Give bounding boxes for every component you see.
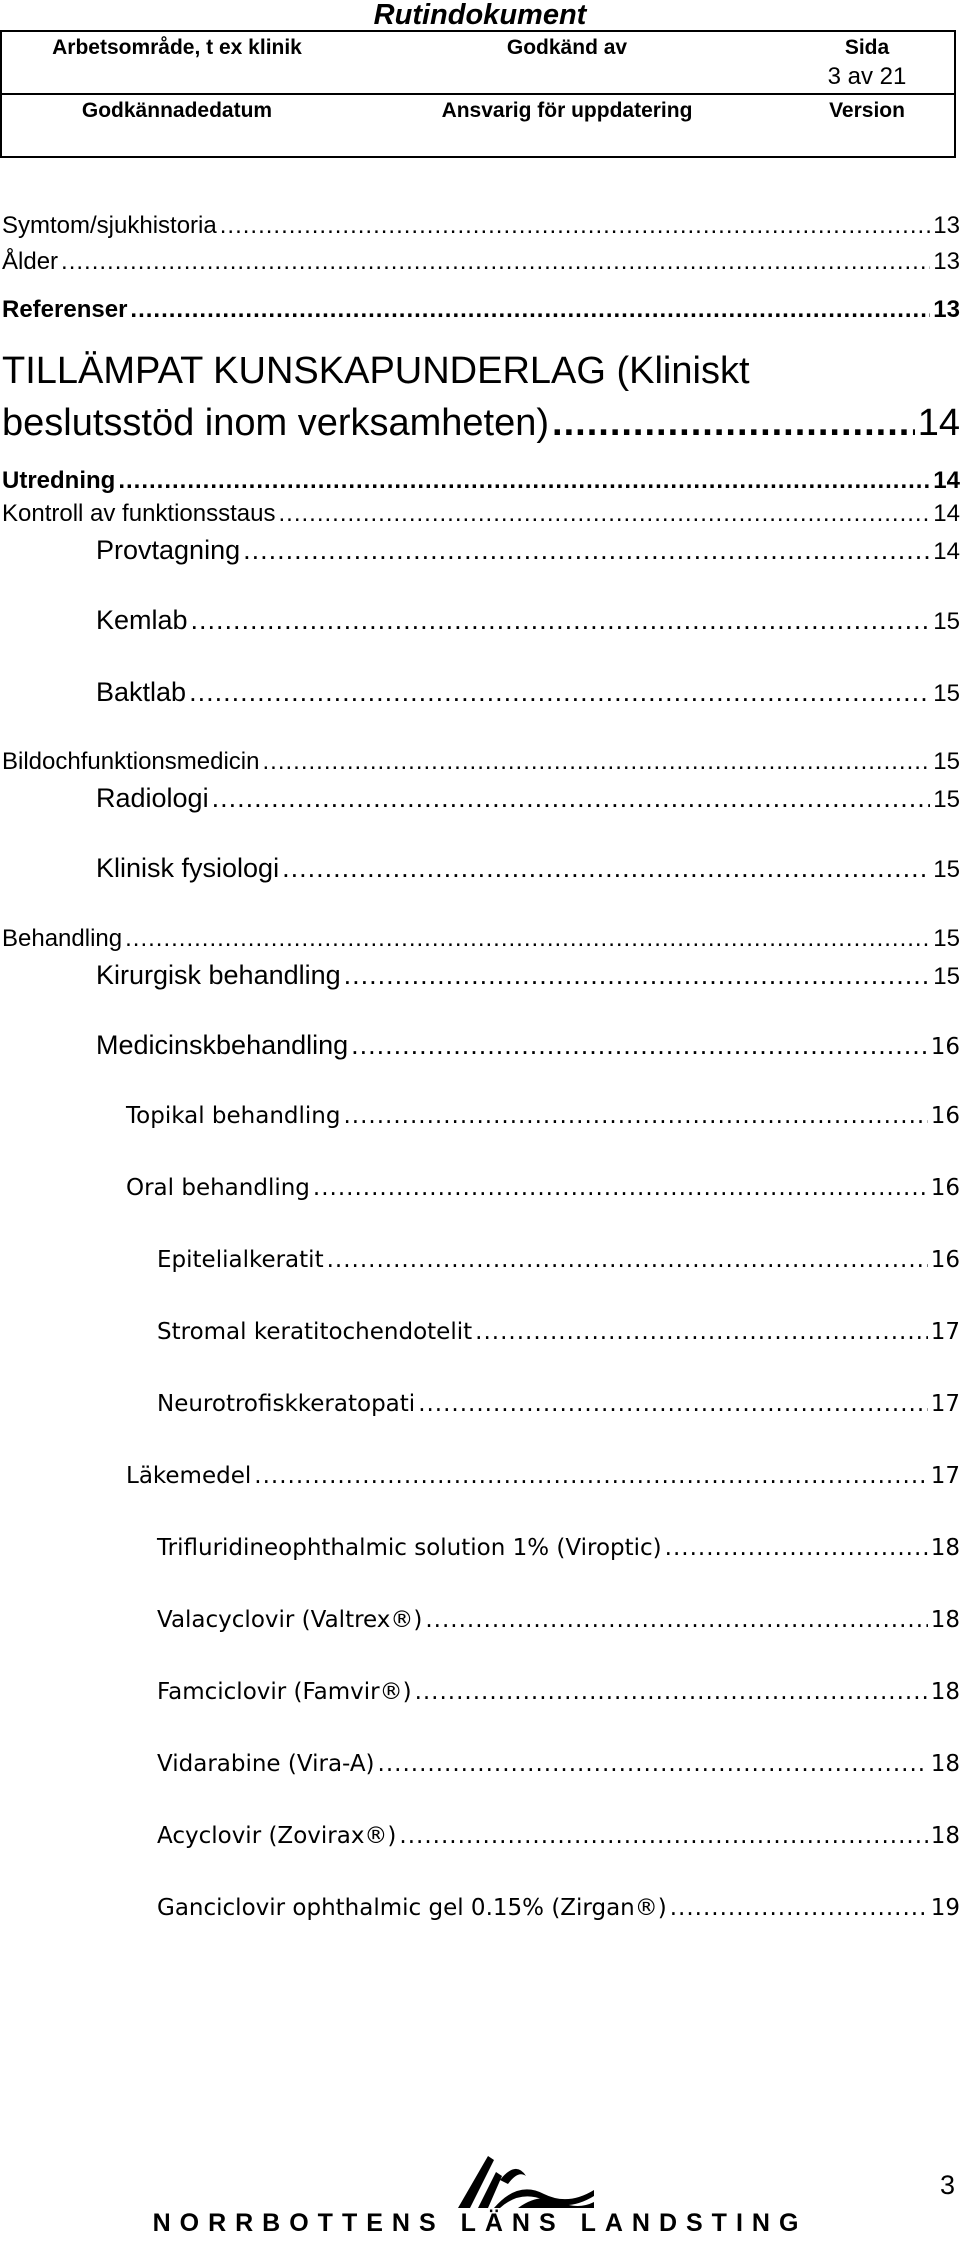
document-title: Rutindokument xyxy=(373,0,587,31)
header-version-label: Version xyxy=(829,99,905,122)
header-update-responsible-label: Ansvarig för uppdatering xyxy=(441,99,693,122)
toc-entry-ganciclovir[interactable]: Ganciclovir ophthalmic gel 0.15% (Zirgan®) ..... 19 xyxy=(157,1895,960,1921)
page-number: 3 xyxy=(940,2170,956,2200)
toc-entry-referenser[interactable]: Referenser ..... 13 xyxy=(2,296,960,324)
toc-entry-trifluridine[interactable]: Trifluridineophthalmic solution 1% (Viroptic) ..... 18 xyxy=(157,1535,960,1561)
toc-entry-valacyclovir[interactable]: Valacyclovir (Valtrex®) ..... 18 xyxy=(157,1607,960,1633)
toc-entry-vidarabine[interactable]: Vidarabine (Vira-A) ..... 18 xyxy=(157,1751,960,1777)
toc-entry-medicinskbehandling[interactable]: Medicinskbehandling ..... 16 xyxy=(96,1030,960,1061)
header-page-label: Sida xyxy=(844,36,890,59)
toc-entry-tillampat-line2[interactable]: beslutsstöd inom verksamheten) ..... 14 xyxy=(2,402,960,445)
toc-entry-tillampat-line1[interactable]: TILLÄMPAT KUNSKAPUNDERLAG (Kliniskt xyxy=(2,350,750,392)
toc-entry-kontroll[interactable]: Kontroll av funktionsstaus ..... 14 xyxy=(2,500,960,528)
toc-entry-symtom[interactable]: Symtom/sjukhistoria ..... 13 xyxy=(2,212,960,240)
toc-entry-stromal-keratit[interactable]: Stromal keratitochendotelit ..... 17 xyxy=(157,1319,960,1345)
toc-entry-alder[interactable]: Ålder ..... 13 xyxy=(2,248,960,276)
toc-entry-topikal-behandling[interactable]: Topikal behandling ..... 16 xyxy=(126,1103,960,1129)
toc-entry-behandling[interactable]: Behandling ..... 15 xyxy=(2,925,960,953)
header-page-value: 3 av 21 xyxy=(827,63,907,90)
document-header-table xyxy=(0,30,956,158)
landsting-logo-icon xyxy=(448,2150,598,2210)
toc-entry-klinisk-fysiologi[interactable]: Klinisk fysiologi ..... 15 xyxy=(96,853,960,884)
toc-entry-provtagning[interactable]: Provtagning ..... 14 xyxy=(96,535,960,566)
header-approved-by-label: Godkänd av xyxy=(506,36,628,59)
toc-entry-lakemedel[interactable]: Läkemedel ..... 17 xyxy=(126,1463,960,1489)
toc-entry-famciclovir[interactable]: Famciclovir (Famvir®) ..... 18 xyxy=(157,1679,960,1705)
toc-entry-kemlab[interactable]: Kemlab ..... 15 xyxy=(96,605,960,636)
toc-entry-acyclovir[interactable]: Acyclovir (Zovirax®) ..... 18 xyxy=(157,1823,960,1849)
header-divider xyxy=(2,93,954,95)
header-work-area-label: Arbetsområde, t ex klinik xyxy=(52,36,302,59)
header-approval-date-label: Godkännadedatum xyxy=(81,99,273,122)
toc-entry-bildochfunktionsmedicin[interactable]: Bildochfunktionsmedicin ..... 15 xyxy=(2,748,960,776)
toc-entry-neurotrofiskkeratopati[interactable]: Neurotrofiskkeratopati ..... 17 xyxy=(157,1391,960,1417)
toc-entry-radiologi[interactable]: Radiologi ..... 15 xyxy=(96,783,960,814)
organization-name: NORRBOTTENS LÄNS LANDSTING xyxy=(152,2209,808,2237)
toc-entry-oral-behandling[interactable]: Oral behandling ..... 16 xyxy=(126,1175,960,1201)
toc-entry-baktlab[interactable]: Baktlab ..... 15 xyxy=(96,677,960,708)
toc-entry-kirurgisk-behandling[interactable]: Kirurgisk behandling ..... 15 xyxy=(96,960,960,991)
toc-entry-utredning[interactable]: Utredning ..... 14 xyxy=(2,467,960,495)
toc-entry-epitelialkeratit[interactable]: Epitelialkeratit ..... 16 xyxy=(157,1247,960,1273)
